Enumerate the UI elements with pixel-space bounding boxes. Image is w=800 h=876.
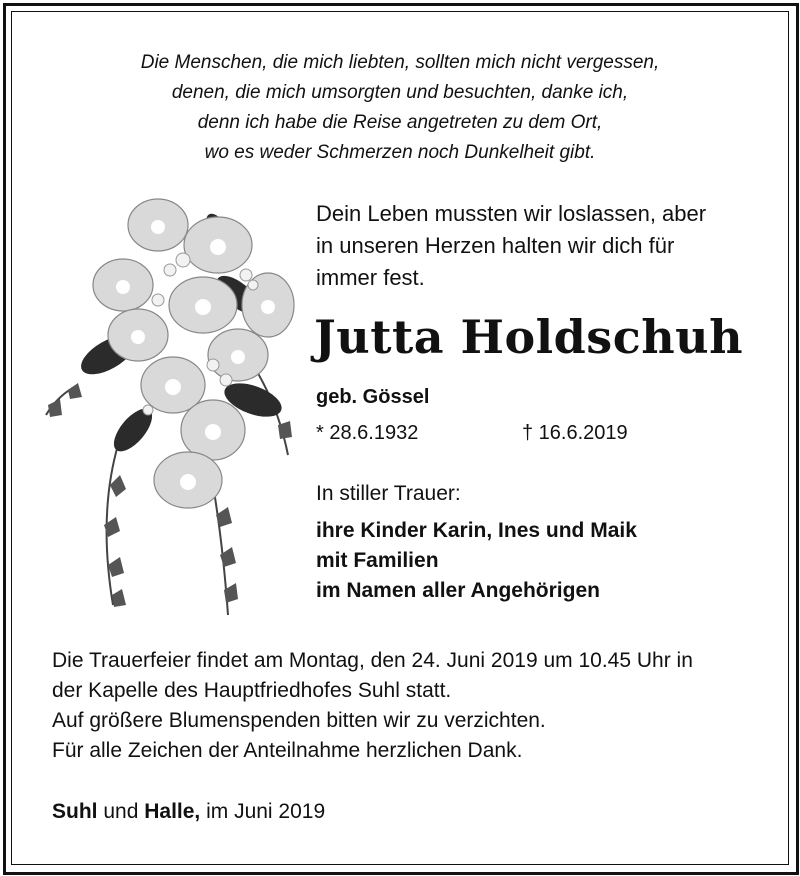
birth-name: geb. Gössel [316, 386, 430, 408]
deceased-name: Jutta Holdschuh [314, 310, 744, 364]
mourner-line: ihre Kinder Karin, Ines und Maik [316, 519, 637, 542]
mourners-list [316, 516, 637, 606]
funeral-line: Auf größere Blumenspenden bitten wir zu verzichten. [52, 709, 546, 732]
poem-line: denn ich habe die Reise angetreten zu dem Ort, [197, 112, 603, 133]
place-and-date [52, 800, 325, 824]
city-halle: Halle, [144, 800, 201, 823]
quote-line: Dein Leben mussten wir loslassen, aber [316, 201, 707, 226]
connector: und [97, 800, 145, 823]
mourner-line: mit Familien [316, 549, 439, 572]
notice-date: im Juni 2019 [200, 800, 326, 823]
memorial-quote [316, 198, 706, 294]
mourner-line: im Namen aller Angehörigen [316, 579, 600, 602]
poem-line: denen, die mich umsorgten und besuchten, danke ich, [171, 82, 629, 103]
funeral-line: Für alle Zeichen der Anteilnahme herzlichen Dank. [52, 739, 523, 762]
poem-line: wo es weder Schmerzen noch Dunkelheit gibt. [204, 142, 596, 163]
poem [0, 48, 800, 168]
orchid-bouquet-image [38, 185, 300, 625]
poem-line: Die Menschen, die mich liebten, sollten mich nicht vergessen, [140, 52, 660, 73]
death-date: † 16.6.2019 [522, 422, 628, 444]
city-suhl: Suhl [52, 800, 98, 823]
funeral-notice [52, 646, 693, 766]
funeral-line: Die Trauerfeier findet am Montag, den 24. Juni 2019 um 10.45 Uhr in [52, 649, 693, 672]
quote-line: immer fest. [316, 265, 425, 290]
birth-date: * 28.6.1932 [316, 422, 419, 444]
orchid-blossoms [93, 199, 294, 508]
mourning-label: In stiller Trauer: [316, 482, 461, 505]
funeral-line: der Kapelle des Hauptfriedhofes Suhl statt. [52, 679, 452, 702]
quote-line: in unseren Herzen halten wir dich für [316, 233, 675, 258]
